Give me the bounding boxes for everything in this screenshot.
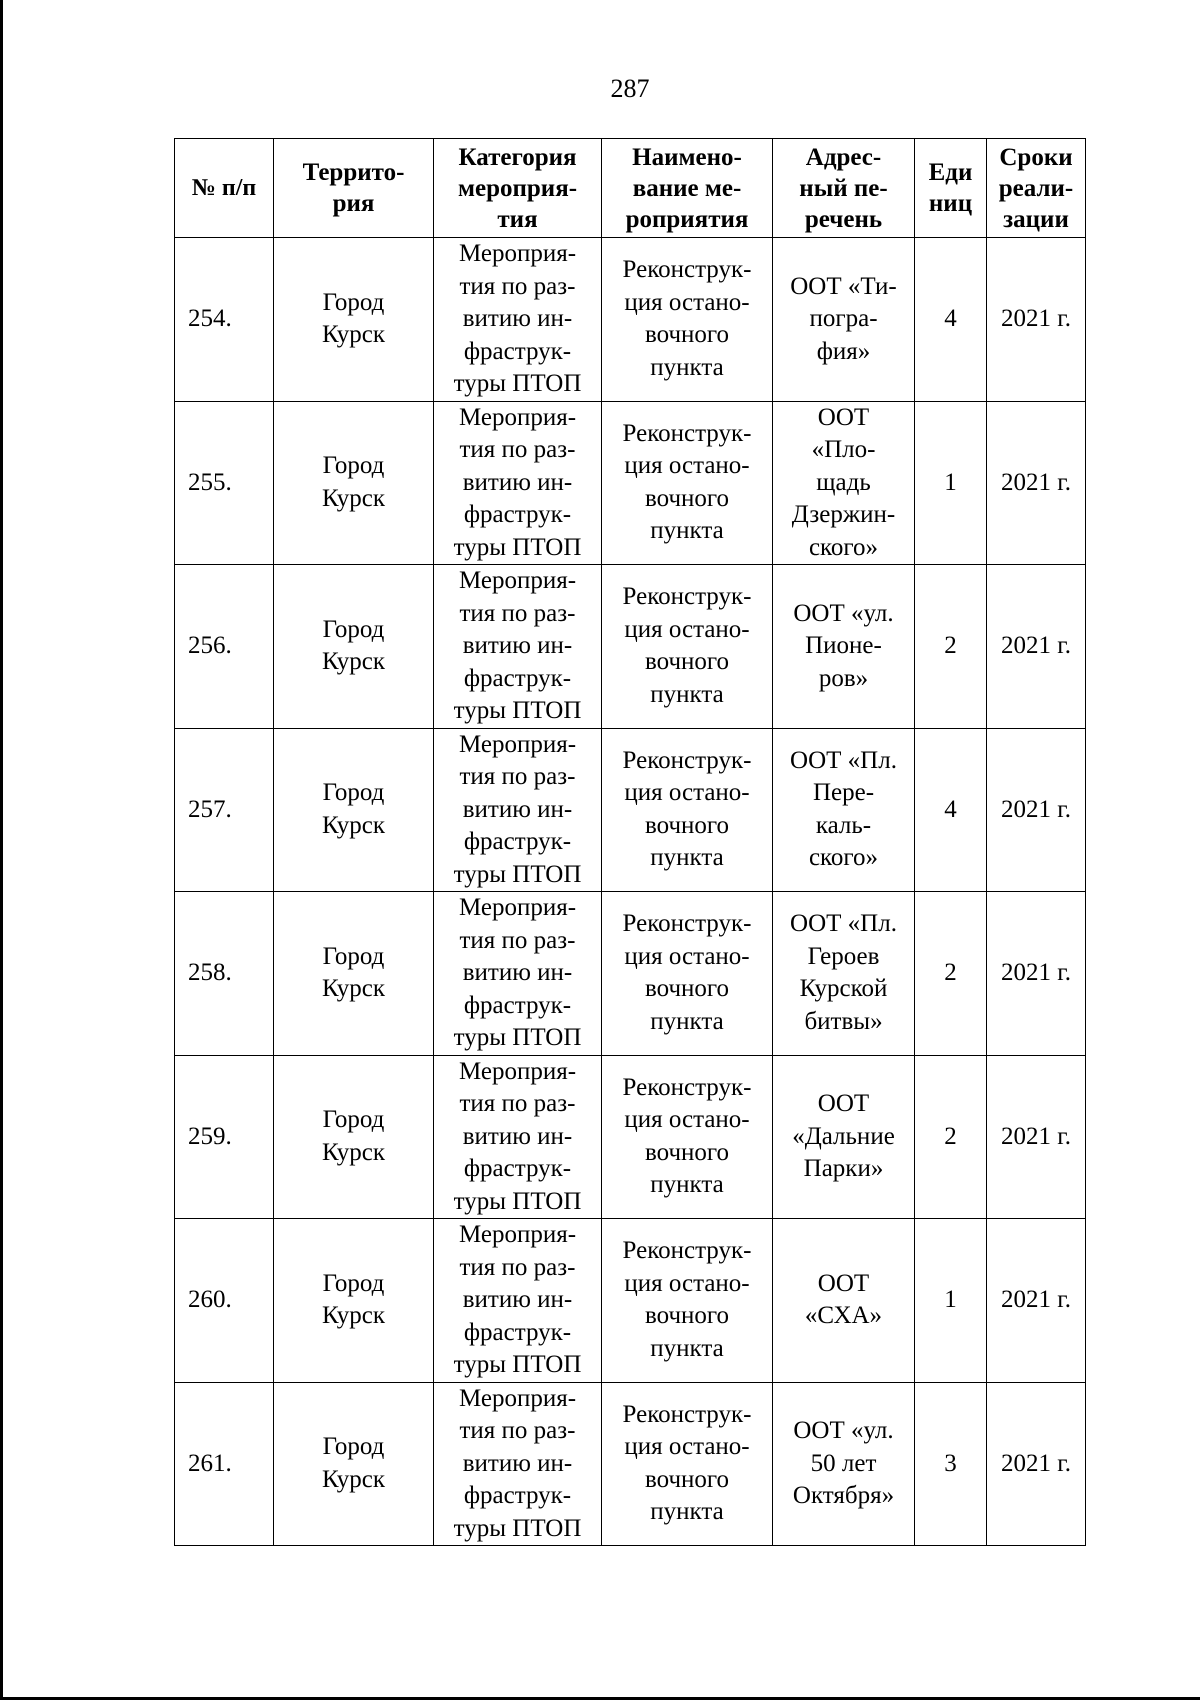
header-name: Наимено- вание ме- роприятия	[602, 139, 773, 238]
cell-name: Реконструк- ция остано- вочного пункта	[602, 1055, 773, 1219]
cell-category: Мероприя- тия по раз- витию ин- фраструк- туры ПТОП	[434, 892, 602, 1056]
cell-units: 1	[915, 1219, 987, 1383]
cell-term: 2021 г.	[987, 1055, 1086, 1219]
cell-term: 2021 г.	[987, 892, 1086, 1056]
header-territory: Террито- рия	[274, 139, 434, 238]
header-units: Еди ниц	[915, 139, 987, 238]
table-row	[175, 565, 1086, 729]
cell-term: 2021 г.	[987, 1382, 1086, 1546]
cell-territory: Город Курск	[274, 1219, 434, 1383]
cell-territory: Город Курск	[274, 238, 434, 402]
cell-num: 257.	[175, 728, 274, 892]
header-address: Адрес- ный пе- речень	[773, 139, 915, 238]
table-row	[175, 1219, 1086, 1383]
cell-units: 2	[915, 565, 987, 729]
measures-table	[174, 138, 1086, 1546]
cell-name: Реконструк- ция остано- вочного пункта	[602, 401, 773, 565]
header-category: Категория мероприя- тия	[434, 139, 602, 238]
cell-territory: Город Курск	[274, 565, 434, 729]
cell-territory: Город Курск	[274, 892, 434, 1056]
table-row	[175, 401, 1086, 565]
cell-address: ООТ «Пл. Героев Курской битвы»	[773, 892, 915, 1056]
cell-name: Реконструк- ция остано- вочного пункта	[602, 892, 773, 1056]
cell-units: 4	[915, 728, 987, 892]
cell-category: Мероприя- тия по раз- витию ин- фраструк- туры ПТОП	[434, 1055, 602, 1219]
cell-category: Мероприя- тия по раз- витию ин- фраструк- туры ПТОП	[434, 1382, 602, 1546]
page-number: 287	[610, 74, 650, 103]
cell-num: 256.	[175, 565, 274, 729]
cell-address: ООТ «Ти- погра- фия»	[773, 238, 915, 402]
cell-category: Мероприя- тия по раз- витию ин- фраструк- туры ПТОП	[434, 565, 602, 729]
cell-name: Реконструк- ция остано- вочного пункта	[602, 565, 773, 729]
cell-term: 2021 г.	[987, 565, 1086, 729]
cell-units: 4	[915, 238, 987, 402]
cell-term: 2021 г.	[987, 728, 1086, 892]
table-row	[175, 728, 1086, 892]
table-header-row	[175, 139, 1086, 238]
table-row	[175, 238, 1086, 402]
cell-num: 260.	[175, 1219, 274, 1383]
cell-address: ООТ «Пло- щадь Дзержин- ского»	[773, 401, 915, 565]
cell-num: 261.	[175, 1382, 274, 1546]
table-row	[175, 1382, 1086, 1546]
cell-category: Мероприя- тия по раз- витию ин- фраструк- туры ПТОП	[434, 1219, 602, 1383]
cell-units: 1	[915, 401, 987, 565]
cell-territory: Город Курск	[274, 1382, 434, 1546]
header-num: № п/п	[175, 139, 274, 238]
cell-territory: Город Курск	[274, 728, 434, 892]
table-row	[175, 892, 1086, 1056]
cell-name: Реконструк- ция остано- вочного пункта	[602, 728, 773, 892]
cell-territory: Город Курск	[274, 1055, 434, 1219]
cell-name: Реконструк- ция остано- вочного пункта	[602, 1219, 773, 1383]
cell-territory: Город Курск	[274, 401, 434, 565]
cell-units: 2	[915, 892, 987, 1056]
cell-address: ООТ «Пл. Пере- каль- ского»	[773, 728, 915, 892]
cell-name: Реконструк- ция остано- вочного пункта	[602, 1382, 773, 1546]
cell-term: 2021 г.	[987, 401, 1086, 565]
cell-term: 2021 г.	[987, 238, 1086, 402]
cell-category: Мероприя- тия по раз- витию ин- фраструк- туры ПТОП	[434, 401, 602, 565]
cell-num: 255.	[175, 401, 274, 565]
page-border-left	[0, 0, 3, 1700]
cell-category: Мероприя- тия по раз- витию ин- фраструк- туры ПТОП	[434, 728, 602, 892]
cell-num: 254.	[175, 238, 274, 402]
cell-term: 2021 г.	[987, 1219, 1086, 1383]
header-term: Сроки реали- зации	[987, 139, 1086, 238]
cell-address: ООТ «ул. 50 лет Октября»	[773, 1382, 915, 1546]
cell-num: 258.	[175, 892, 274, 1056]
cell-units: 3	[915, 1382, 987, 1546]
cell-units: 2	[915, 1055, 987, 1219]
cell-address: ООТ «Дальние Парки»	[773, 1055, 915, 1219]
cell-category: Мероприя- тия по раз- витию ин- фраструк- туры ПТОП	[434, 238, 602, 402]
cell-address: ООТ «СХА»	[773, 1219, 915, 1383]
cell-name: Реконструк- ция остано- вочного пункта	[602, 238, 773, 402]
table-row	[175, 1055, 1086, 1219]
cell-num: 259.	[175, 1055, 274, 1219]
cell-address: ООТ «ул. Пионе- ров»	[773, 565, 915, 729]
